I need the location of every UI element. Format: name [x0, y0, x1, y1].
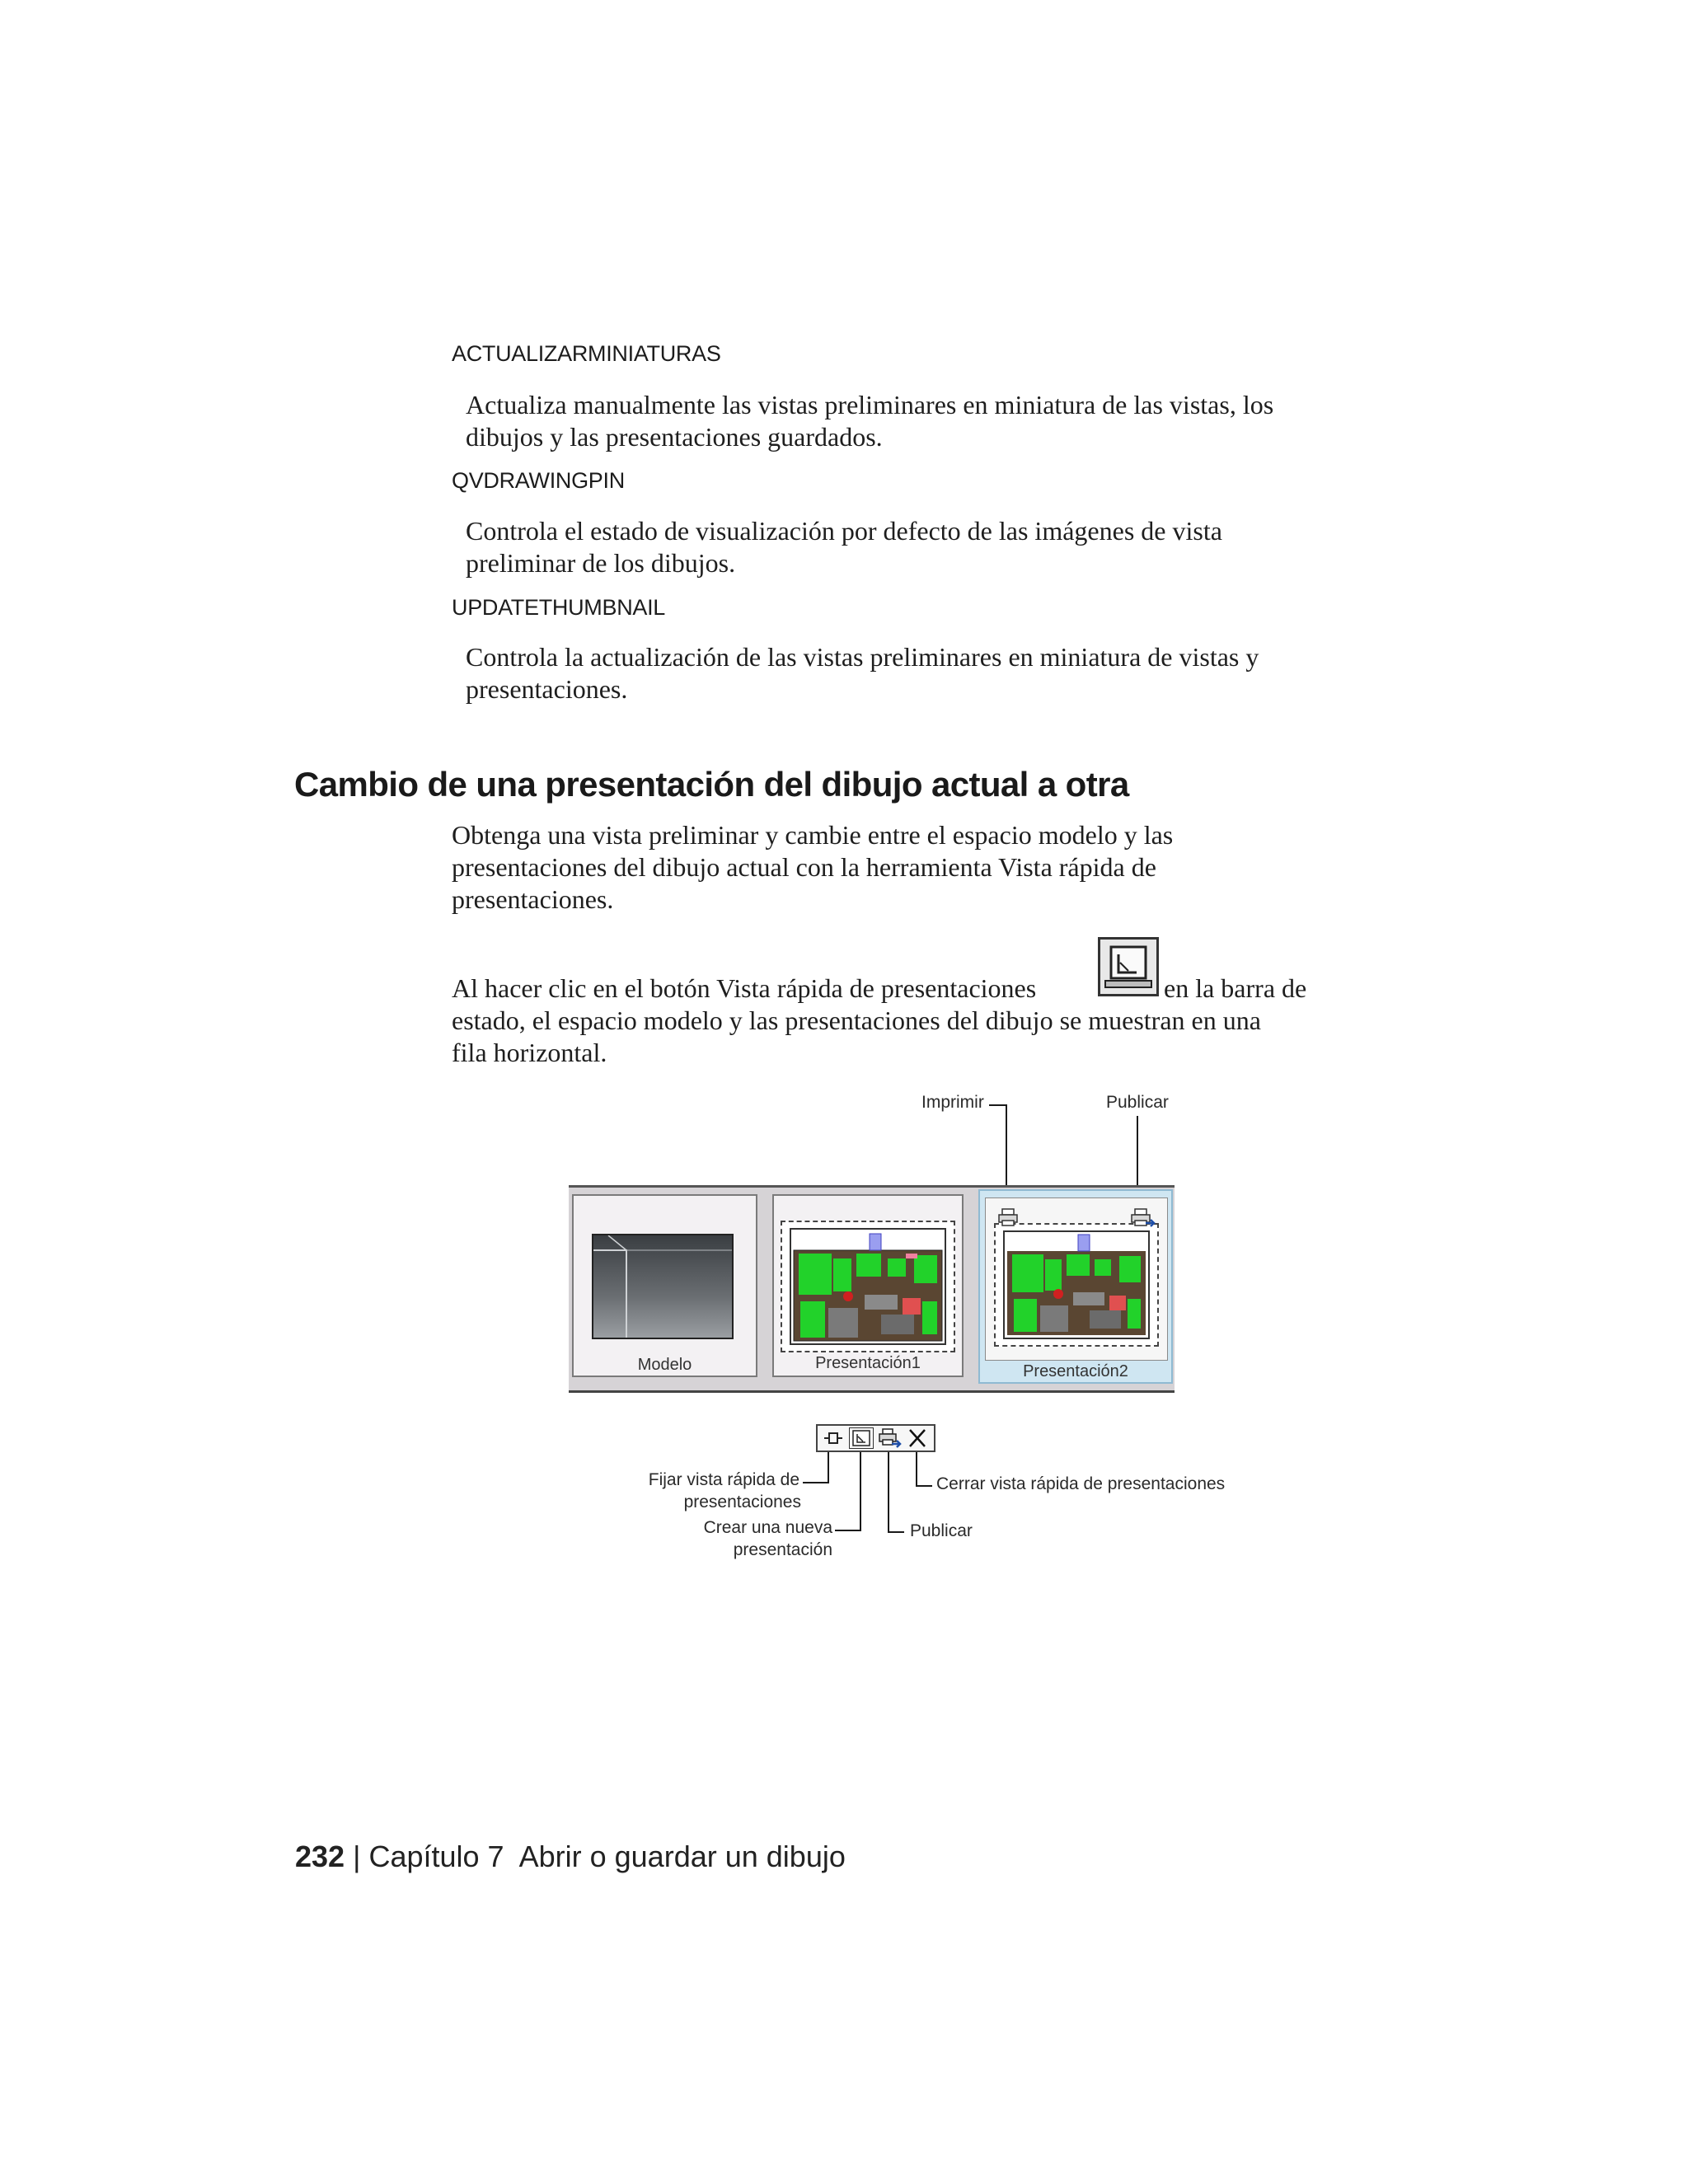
section-heading: Cambio de una presentación del dibujo actual a otra [294, 765, 1129, 804]
footer-separator: | [353, 1840, 361, 1873]
callout-print-line-h [989, 1104, 1007, 1106]
page-number: 232 [295, 1840, 345, 1873]
thumbnail-layout1-label: Presentación1 [815, 1354, 921, 1372]
command-name-1: ACTUALIZARMINIATURAS [452, 341, 721, 366]
command-desc-2-line1: Controla el estado de visualización por defecto de las imágenes de vista [466, 516, 1222, 546]
new-layout-icon [850, 1428, 873, 1448]
publish-icon [877, 1427, 902, 1449]
callout-new-line-v [860, 1452, 861, 1531]
thumbnail-layout2-label: Presentación2 [1023, 1362, 1128, 1380]
callout-close-line-h [916, 1485, 932, 1487]
layout1-paper [781, 1221, 955, 1352]
callout-publish-bottom: Publicar [910, 1521, 973, 1540]
callout-publish-bottom-line-h [888, 1531, 904, 1533]
command-name-3: UPDATETHUMBNAIL [452, 595, 666, 620]
pin-icon [821, 1427, 846, 1449]
close-icon [905, 1427, 930, 1449]
callout-close-line-v [916, 1452, 917, 1487]
layout2-card [985, 1197, 1168, 1361]
callout-pin-line1: Fijar vista rápida de [648, 1470, 799, 1489]
publish-button[interactable] [877, 1427, 902, 1449]
layout2-paper [994, 1223, 1159, 1347]
intro-line-1: Obtenga una vista preliminar y cambie entre el espacio modelo y las [452, 820, 1174, 850]
thumbnail-layout1[interactable] [772, 1194, 964, 1377]
callout-publish-bottom-line-v [888, 1452, 889, 1533]
command-name-2: QVDRAWINGPIN [452, 468, 625, 493]
print-layout-icon[interactable] [997, 1208, 1019, 1226]
close-quick-view-button[interactable] [905, 1427, 930, 1449]
para2-line-3: fila horizontal. [452, 1038, 607, 1067]
quick-view-toolbar [816, 1424, 935, 1452]
command-desc-3-line1: Controla la actualización de las vistas preliminares en miniatura de vistas y [466, 642, 1259, 672]
callout-new-line2: presentación [733, 1540, 832, 1559]
page-footer [295, 1840, 846, 1874]
callout-pin-line-v [828, 1452, 829, 1483]
chapter-title: Abrir o guardar un dibujo [518, 1840, 846, 1873]
thumbnail-model[interactable] [572, 1194, 757, 1377]
callout-new-line-h [835, 1530, 861, 1531]
command-desc-1-line1: Actualiza manualmente las vistas preliminares en miniatura de las vistas, los [466, 390, 1274, 419]
new-layout-button[interactable] [849, 1427, 874, 1449]
callout-new-line1: Crear una nueva [703, 1518, 832, 1537]
intro-line-2: presentaciones del dibujo actual con la herramienta Vista rápida de [452, 852, 1156, 882]
intro-line-3: presentaciones. [452, 884, 614, 914]
callout-pin-line2: presentaciones [683, 1493, 801, 1511]
model-preview-image [592, 1234, 734, 1339]
para2-line1-after: en la barra de [1164, 973, 1307, 1003]
publish-layout-icon[interactable] [1131, 1208, 1156, 1228]
callout-publish-top: Publicar [1106, 1093, 1169, 1112]
callout-print: Imprimir [921, 1093, 984, 1112]
chapter-label: Capítulo 7 [368, 1840, 504, 1873]
para2-line1-before: Al hacer clic en el botón Vista rápida de presentaciones [452, 973, 1037, 1003]
command-desc-3-line2: presentaciones. [466, 674, 628, 704]
thumbnail-model-label: Modelo [637, 1356, 692, 1374]
callout-close: Cerrar vista rápida de presentaciones [936, 1474, 1226, 1493]
thumbnail-layout2[interactable] [978, 1189, 1173, 1384]
command-desc-1-line2: dibujos y las presentaciones guardados. [466, 422, 883, 452]
layout-thumbnail-strip [569, 1185, 1175, 1393]
quick-view-layouts-icon [1098, 937, 1159, 996]
para2-line-2: estado, el espacio modelo y las presentaciones del dibujo se muestran en una [452, 1005, 1261, 1035]
callout-pin-line-h [803, 1482, 829, 1483]
pin-quick-view-button[interactable] [821, 1427, 846, 1449]
command-desc-2-line2: preliminar de los dibujos. [466, 548, 736, 578]
